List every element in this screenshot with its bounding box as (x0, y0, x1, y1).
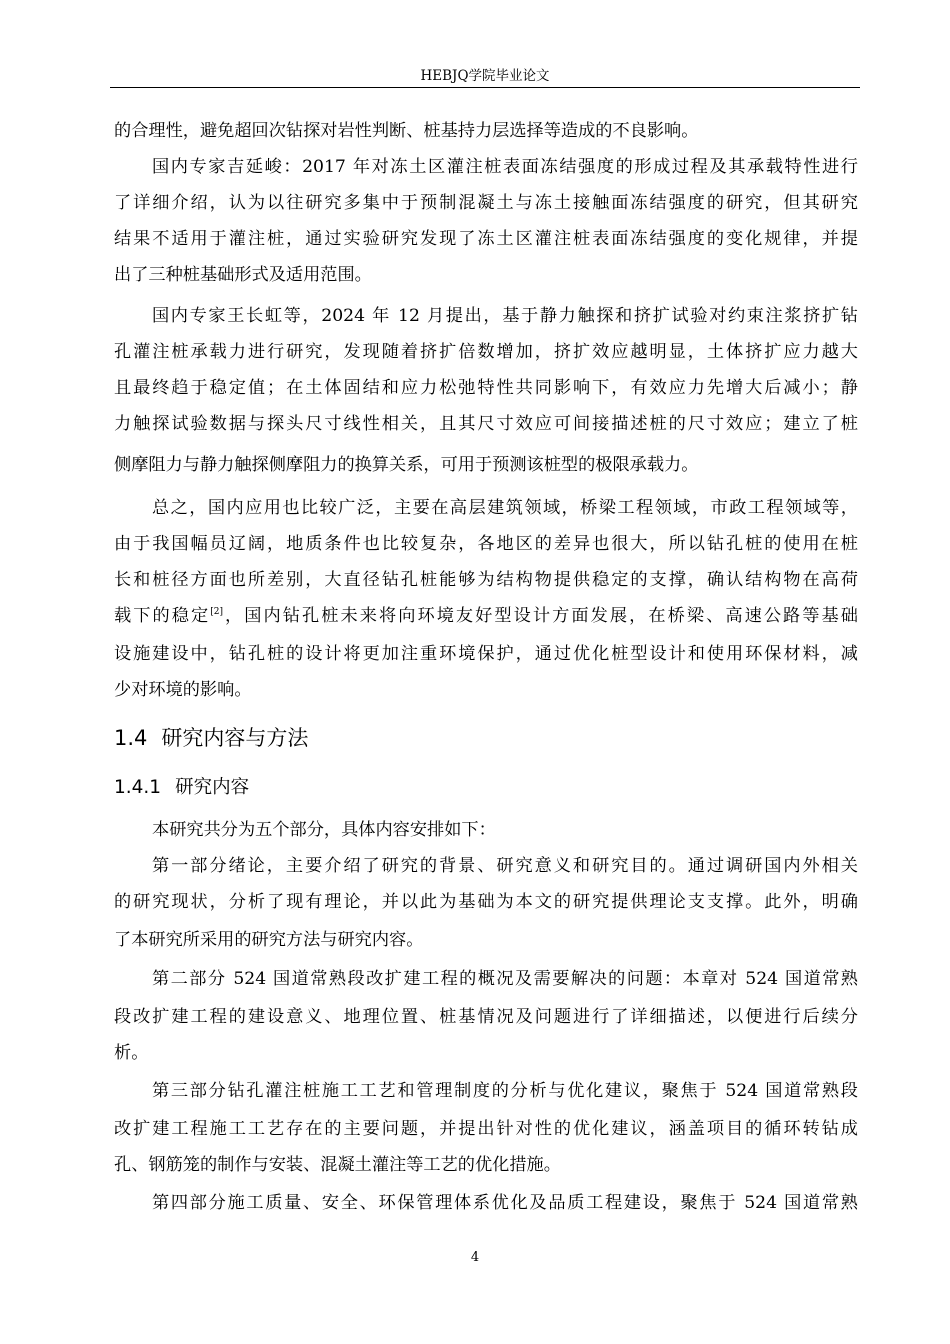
body-line: 改扩建工程施工工艺存在的主要问题，并提出针对性的优化建议，涵盖项目的循环转钻成 (114, 1119, 858, 1139)
section-heading (114, 722, 308, 752)
body-line: 孔、钢筋笼的制作与安装、混凝土灌注等工艺的优化措施。 (114, 1155, 561, 1175)
body-text: 载下的稳定 (114, 606, 211, 626)
subsection-title: 研究内容 (175, 777, 250, 798)
running-header: HEBJQ学院毕业论文 (420, 68, 550, 84)
body-line: 结果不适用于灌注桩，通过实验研究发现了冻土区灌注桩表面冻结强度的变化规律，并提 (114, 229, 858, 249)
body-line: 总之，国内应用也比较广泛，主要在高层建筑领域，桥梁工程领域，市政工程领域等， (152, 498, 858, 518)
body-line: 第三部分钻孔灌注桩施工工艺和管理制度的分析与优化建议，聚焦于 524 国道常熟段 (152, 1081, 858, 1101)
body-line: 第一部分绪论，主要介绍了研究的背景、研究意义和研究目的。通过调研国内外相关 (152, 856, 858, 876)
body-line: 设施建设中，钻孔桩的设计将更加注重环境保护，通过优化桩型设计和使用环保材料，减 (114, 644, 858, 664)
body-line: 析。 (114, 1043, 149, 1063)
citation-mark[interactable]: [2] (210, 607, 223, 617)
body-line: 了本研究所采用的研究方法与研究内容。 (114, 930, 424, 950)
body-line: 的研究现状，分析了现有理论，并以此为基础为本文的研究提供理论支支撑。此外，明确 (114, 892, 858, 912)
body-line: 的合理性，避免超回次钻探对岩性判断、桩基持力层选择等造成的不良影响。 (114, 121, 699, 141)
header-rule (110, 87, 860, 88)
body-line: 少对环境的影响。 (114, 680, 252, 700)
section-number: 1.4 (114, 726, 148, 750)
body-line: 由于我国幅员辽阔，地质条件也比较复杂，各地区的差异也很大，所以钻孔桩的使用在桩 (114, 534, 858, 554)
body-line: 了详细介绍，认为以往研究多集中于预制混凝土与冻土接触面冻结强度的研究，但其研究 (114, 193, 858, 213)
body-line: 国内专家王长虹等，2024 年 12 月提出，基于静力触探和挤扩试验对约束注浆挤扩钻 (152, 306, 858, 326)
body-line (114, 599, 858, 633)
subsection-number: 1.4.1 (114, 777, 162, 798)
body-line: 本研究共分为五个部分，具体内容安排如下： (152, 820, 496, 840)
body-line: 段改扩建工程的建设意义、地理位置、桩基情况及问题进行了详细描述，以便进行后续分 (114, 1007, 858, 1027)
section-title: 研究内容与方法 (161, 726, 309, 750)
body-line: 且最终趋于稳定值；在土体固结和应力松弛特性共同影响下，有效应力先增大后减小；静 (114, 378, 858, 398)
body-line: 第四部分施工质量、安全、环保管理体系优化及品质工程建设，聚焦于 524 国道常熟 (152, 1193, 858, 1213)
subsection-heading (114, 773, 249, 799)
body-line: 侧摩阻力与静力触探侧摩阻力的换算关系，可用于预测该桩型的极限承载力。 (114, 455, 699, 475)
body-line: 出了三种桩基础形式及适用范围。 (114, 265, 372, 285)
body-line: 第二部分 524 国道常熟段改扩建工程的概况及需要解决的问题：本章对 524 国道常熟 (152, 969, 858, 989)
body-line: 孔灌注桩承载力进行研究，发现随着挤扩倍数增加，挤扩效应越明显，土体挤扩应力越大 (114, 342, 858, 362)
body-line: 长和桩径方面也所差别，大直径钻孔桩能够为结构物提供稳定的支撑，确认结构物在高荷 (114, 570, 858, 590)
page-number: 4 (470, 1250, 480, 1265)
body-line: 力触探试验数据与探头尺寸线性相关，且其尺寸效应可间接描述桩的尺寸效应；建立了桩 (114, 414, 858, 434)
body-text: ，国内钻孔桩未来将向环境友好型设计方面发展，在桥梁、高速公路等基础 (222, 606, 858, 626)
body-line: 国内专家吉延峻：2017 年对冻土区灌注桩表面冻结强度的形成过程及其承载特性进行 (152, 157, 858, 177)
